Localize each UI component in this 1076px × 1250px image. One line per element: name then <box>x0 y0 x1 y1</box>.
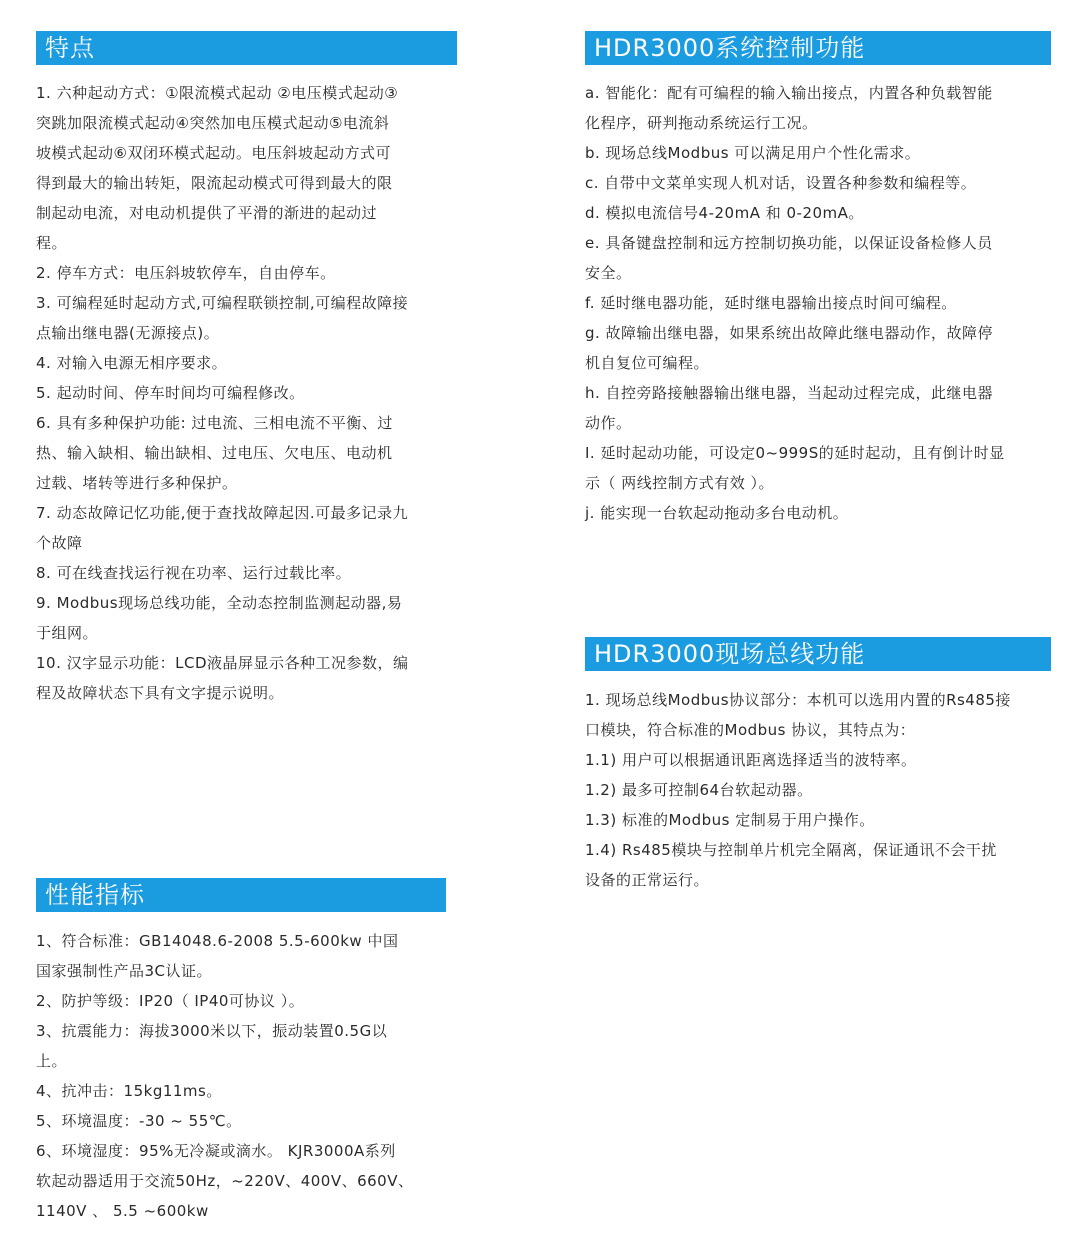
bus-section <box>585 637 1051 895</box>
text-line: 示（ 两线控制方式有效 ）。 <box>585 474 775 492</box>
text-line: 2. 停车方式：电压斜坡软停车，自由停车。 <box>36 264 336 282</box>
text-line: 坡模式起动⑥双闭环模式起动。电压斜坡起动方式可 <box>36 144 391 162</box>
text-line: f. 延时继电器功能，延时继电器输出接点时间可编程。 <box>585 294 957 312</box>
text-line: 动作。 <box>585 414 632 432</box>
text-line: 得到最大的输出转矩，限流起动模式可得到最大的限 <box>36 174 393 192</box>
text-line: 1.3) 标准的Modbus 定制易于用户操作。 <box>585 811 875 829</box>
text-line: 1. 六种起动方式：①限流模式起动 ②电压模式起动③ <box>36 84 399 102</box>
performance-section <box>36 878 446 1226</box>
text-line: 过载、堵转等进行多种保护。 <box>36 474 238 492</box>
text-line: 程。 <box>36 234 68 252</box>
performance-list <box>36 926 446 1226</box>
text-line: d. 模拟电流信号4-20mA 和 0-20mA。 <box>585 204 864 222</box>
text-line: 热、输入缺相、输出缺相、过电压、欠电压、电动机 <box>36 444 393 462</box>
text-line: 口模块，符合标准的Modbus 协议，其特点为： <box>585 721 916 739</box>
text-line: 个故障 <box>36 534 83 552</box>
text-line: a. 智能化：配有可编程的输入输出接点，内置各种负载智能 <box>585 84 993 102</box>
bus-title: HDR3000现场总线功能 <box>585 637 1051 671</box>
text-line: 程及故障状态下具有文字提示说明。 <box>36 684 285 702</box>
control-list <box>585 78 1051 528</box>
text-line: 国家强制性产品3C认证。 <box>36 962 213 980</box>
text-line: 6、环境湿度：95%无冷凝或滴水。 KJR3000A系列 <box>36 1142 396 1160</box>
text-line: 软起动器适用于交流50Hz，~220V、400V、660V、 <box>36 1172 414 1190</box>
text-line: 制起动电流，对电动机提供了平滑的渐进的起动过 <box>36 204 378 222</box>
performance-title: 性能指标 <box>36 878 446 912</box>
text-line: 5. 起动时间、停车时间均可编程修改。 <box>36 384 305 402</box>
text-line: c. 自带中文菜单实现人机对话，设置各种参数和编程等。 <box>585 174 977 192</box>
text-line: 1、符合标准：GB14048.6-2008 5.5-600kw 中国 <box>36 932 399 950</box>
text-line: 机自复位可编程。 <box>585 354 710 372</box>
text-line: I. 延时起动功能，可设定0~999S的延时起动，且有倒计时显 <box>585 444 1005 462</box>
text-line: 4、抗冲击：15kg11ms。 <box>36 1082 222 1100</box>
text-line: 1140V 、 5.5 ~600kw <box>36 1202 209 1220</box>
text-line: 2、防护等级：IP20（ IP40可协议 ）。 <box>36 992 305 1010</box>
bus-list <box>585 685 1051 895</box>
text-line: 7. 动态故障记忆功能,便于查找故障起因.可最多记录九 <box>36 504 409 522</box>
text-line: g. 故障输出继电器，如果系统出故障此继电器动作，故障停 <box>585 324 994 342</box>
text-line: 设备的正常运行。 <box>585 871 710 889</box>
text-line: 1.1) 用户可以根据通讯距离选择适当的波特率。 <box>585 751 917 769</box>
text-line: 5、环境温度：-30 ~ 55℃。 <box>36 1112 242 1130</box>
text-line: 1.4) Rs485模块与控制单片机完全隔离，保证通讯不会干扰 <box>585 841 997 859</box>
text-line: 6. 具有多种保护功能: 过电流、三相电流不平衡、过 <box>36 414 393 432</box>
text-line: 10. 汉字显示功能：LCD液晶屏显示各种工况参数，编 <box>36 654 409 672</box>
text-line: 化程序，研判拖动系统运行工况。 <box>585 114 818 132</box>
text-line: e. 具备键盘控制和远方控制切换功能，以保证设备检修人员 <box>585 234 993 252</box>
text-line: 9. Modbus现场总线功能，全动态控制监测起动器,易 <box>36 594 403 612</box>
text-line: j. 能实现一台软起动拖动多台电动机。 <box>585 504 849 522</box>
text-line: 3、抗震能力：海拔3000米以下，振动装置0.5G以 <box>36 1022 388 1040</box>
text-line: 3. 可编程延时起动方式,可编程联锁控制,可编程故障接 <box>36 294 409 312</box>
text-line: 上。 <box>36 1052 68 1070</box>
control-title: HDR3000系统控制功能 <box>585 31 1051 65</box>
text-line: b. 现场总线Modbus 可以满足用户个性化需求。 <box>585 144 921 162</box>
text-line: 1.2) 最多可控制64台软起动器。 <box>585 781 813 799</box>
text-line: 安全。 <box>585 264 632 282</box>
text-line: 1. 现场总线Modbus协议部分：本机可以选用内置的Rs485接 <box>585 691 1011 709</box>
text-line: h. 自控旁路接触器输出继电器，当起动过程完成，此继电器 <box>585 384 994 402</box>
features-section <box>36 31 457 708</box>
text-line: 8. 可在线查找运行视在功率、运行过载比率。 <box>36 564 352 582</box>
text-line: 4. 对输入电源无相序要求。 <box>36 354 228 372</box>
text-line: 突跳加限流模式起动④突然加电压模式起动⑤电流斜 <box>36 114 390 132</box>
control-section <box>585 31 1051 528</box>
features-list <box>36 78 457 708</box>
features-title: 特点 <box>36 31 457 65</box>
text-line: 于组网。 <box>36 624 99 642</box>
text-line: 点输出继电器(无源接点)。 <box>36 324 220 342</box>
